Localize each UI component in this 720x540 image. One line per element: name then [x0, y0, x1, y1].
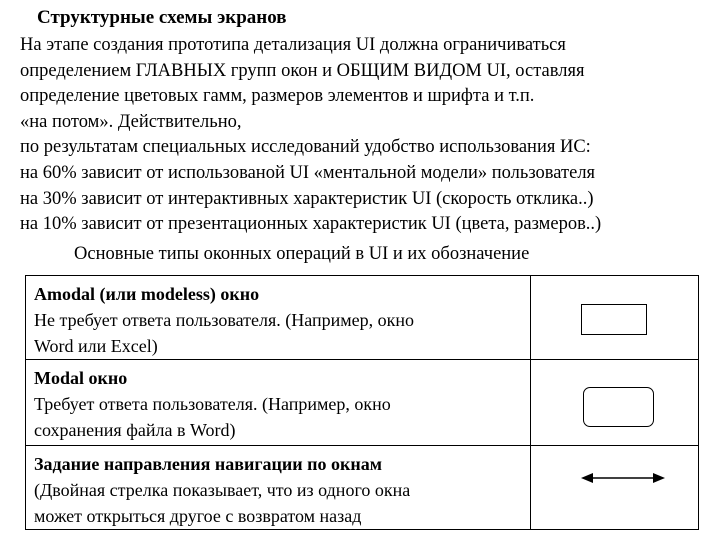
modal-description-line: Требует ответа пользователя. (Например, окно	[34, 394, 391, 414]
modal-symbol-cell	[531, 360, 699, 446]
amodal-title: Amodal (или modeless) окно	[34, 284, 260, 304]
amodal-description-cell	[26, 276, 531, 360]
square-corner-rectangle-icon	[581, 304, 647, 335]
paragraph-line: На этапе создания прототипа детализация UI должна ограничиваться	[20, 35, 566, 55]
paragraph-line: на 30% зависит от интерактивных характеристик UI (скорость отклика..)	[20, 188, 594, 209]
navigation-description-cell	[26, 446, 531, 530]
paragraph-line: определением ГЛАВНЫХ групп окон и ОБЩИМ ВИДОМ UI, оставляя	[20, 60, 585, 81]
paragraph-line: на 10% зависит от презентационных характеристик UI (цвета, размеров..)	[20, 214, 602, 235]
paragraph-line: «на потом». Действительно,	[20, 111, 242, 132]
navigation-description-line: может открыться другое с возвратом назад	[34, 506, 362, 526]
table-caption: Основные типы оконных операций в UI и их обозначение	[74, 244, 530, 264]
paragraph-line: на 60% зависит от использованой UI «ментальной модели» пользователя	[20, 162, 596, 183]
paragraph-line: определение цветовых гамм, размеров элементов и шрифта и т.п.	[20, 86, 535, 107]
intro-paragraph	[20, 33, 720, 238]
navigation-title: Задание направления навигации по окнам	[34, 454, 383, 474]
navigation-description-line: (Двойная стрелка показывает, что из одного окна	[34, 480, 411, 500]
modal-description-line: сохранения файла в Word)	[34, 420, 236, 440]
modal-title: Modal окно	[34, 368, 128, 388]
modal-description-cell	[26, 360, 531, 446]
amodal-symbol-cell	[531, 276, 699, 360]
amodal-description-line: Word или Excel)	[34, 336, 158, 356]
table-row-amodal	[26, 276, 699, 360]
window-operations-table	[25, 275, 699, 530]
table-row-modal	[26, 360, 699, 446]
paragraph-line: по результатам специальных исследований удобство использования ИС:	[20, 137, 591, 158]
rounded-rectangle-icon	[583, 387, 654, 427]
double-headed-arrow-icon	[581, 470, 665, 486]
slide-title: Структурные схемы экранов	[37, 7, 287, 28]
amodal-description-line: Не требует ответа пользователя. (Например, окно	[34, 310, 415, 330]
navigation-symbol-cell	[531, 446, 699, 530]
table-row-navigation	[26, 446, 699, 530]
